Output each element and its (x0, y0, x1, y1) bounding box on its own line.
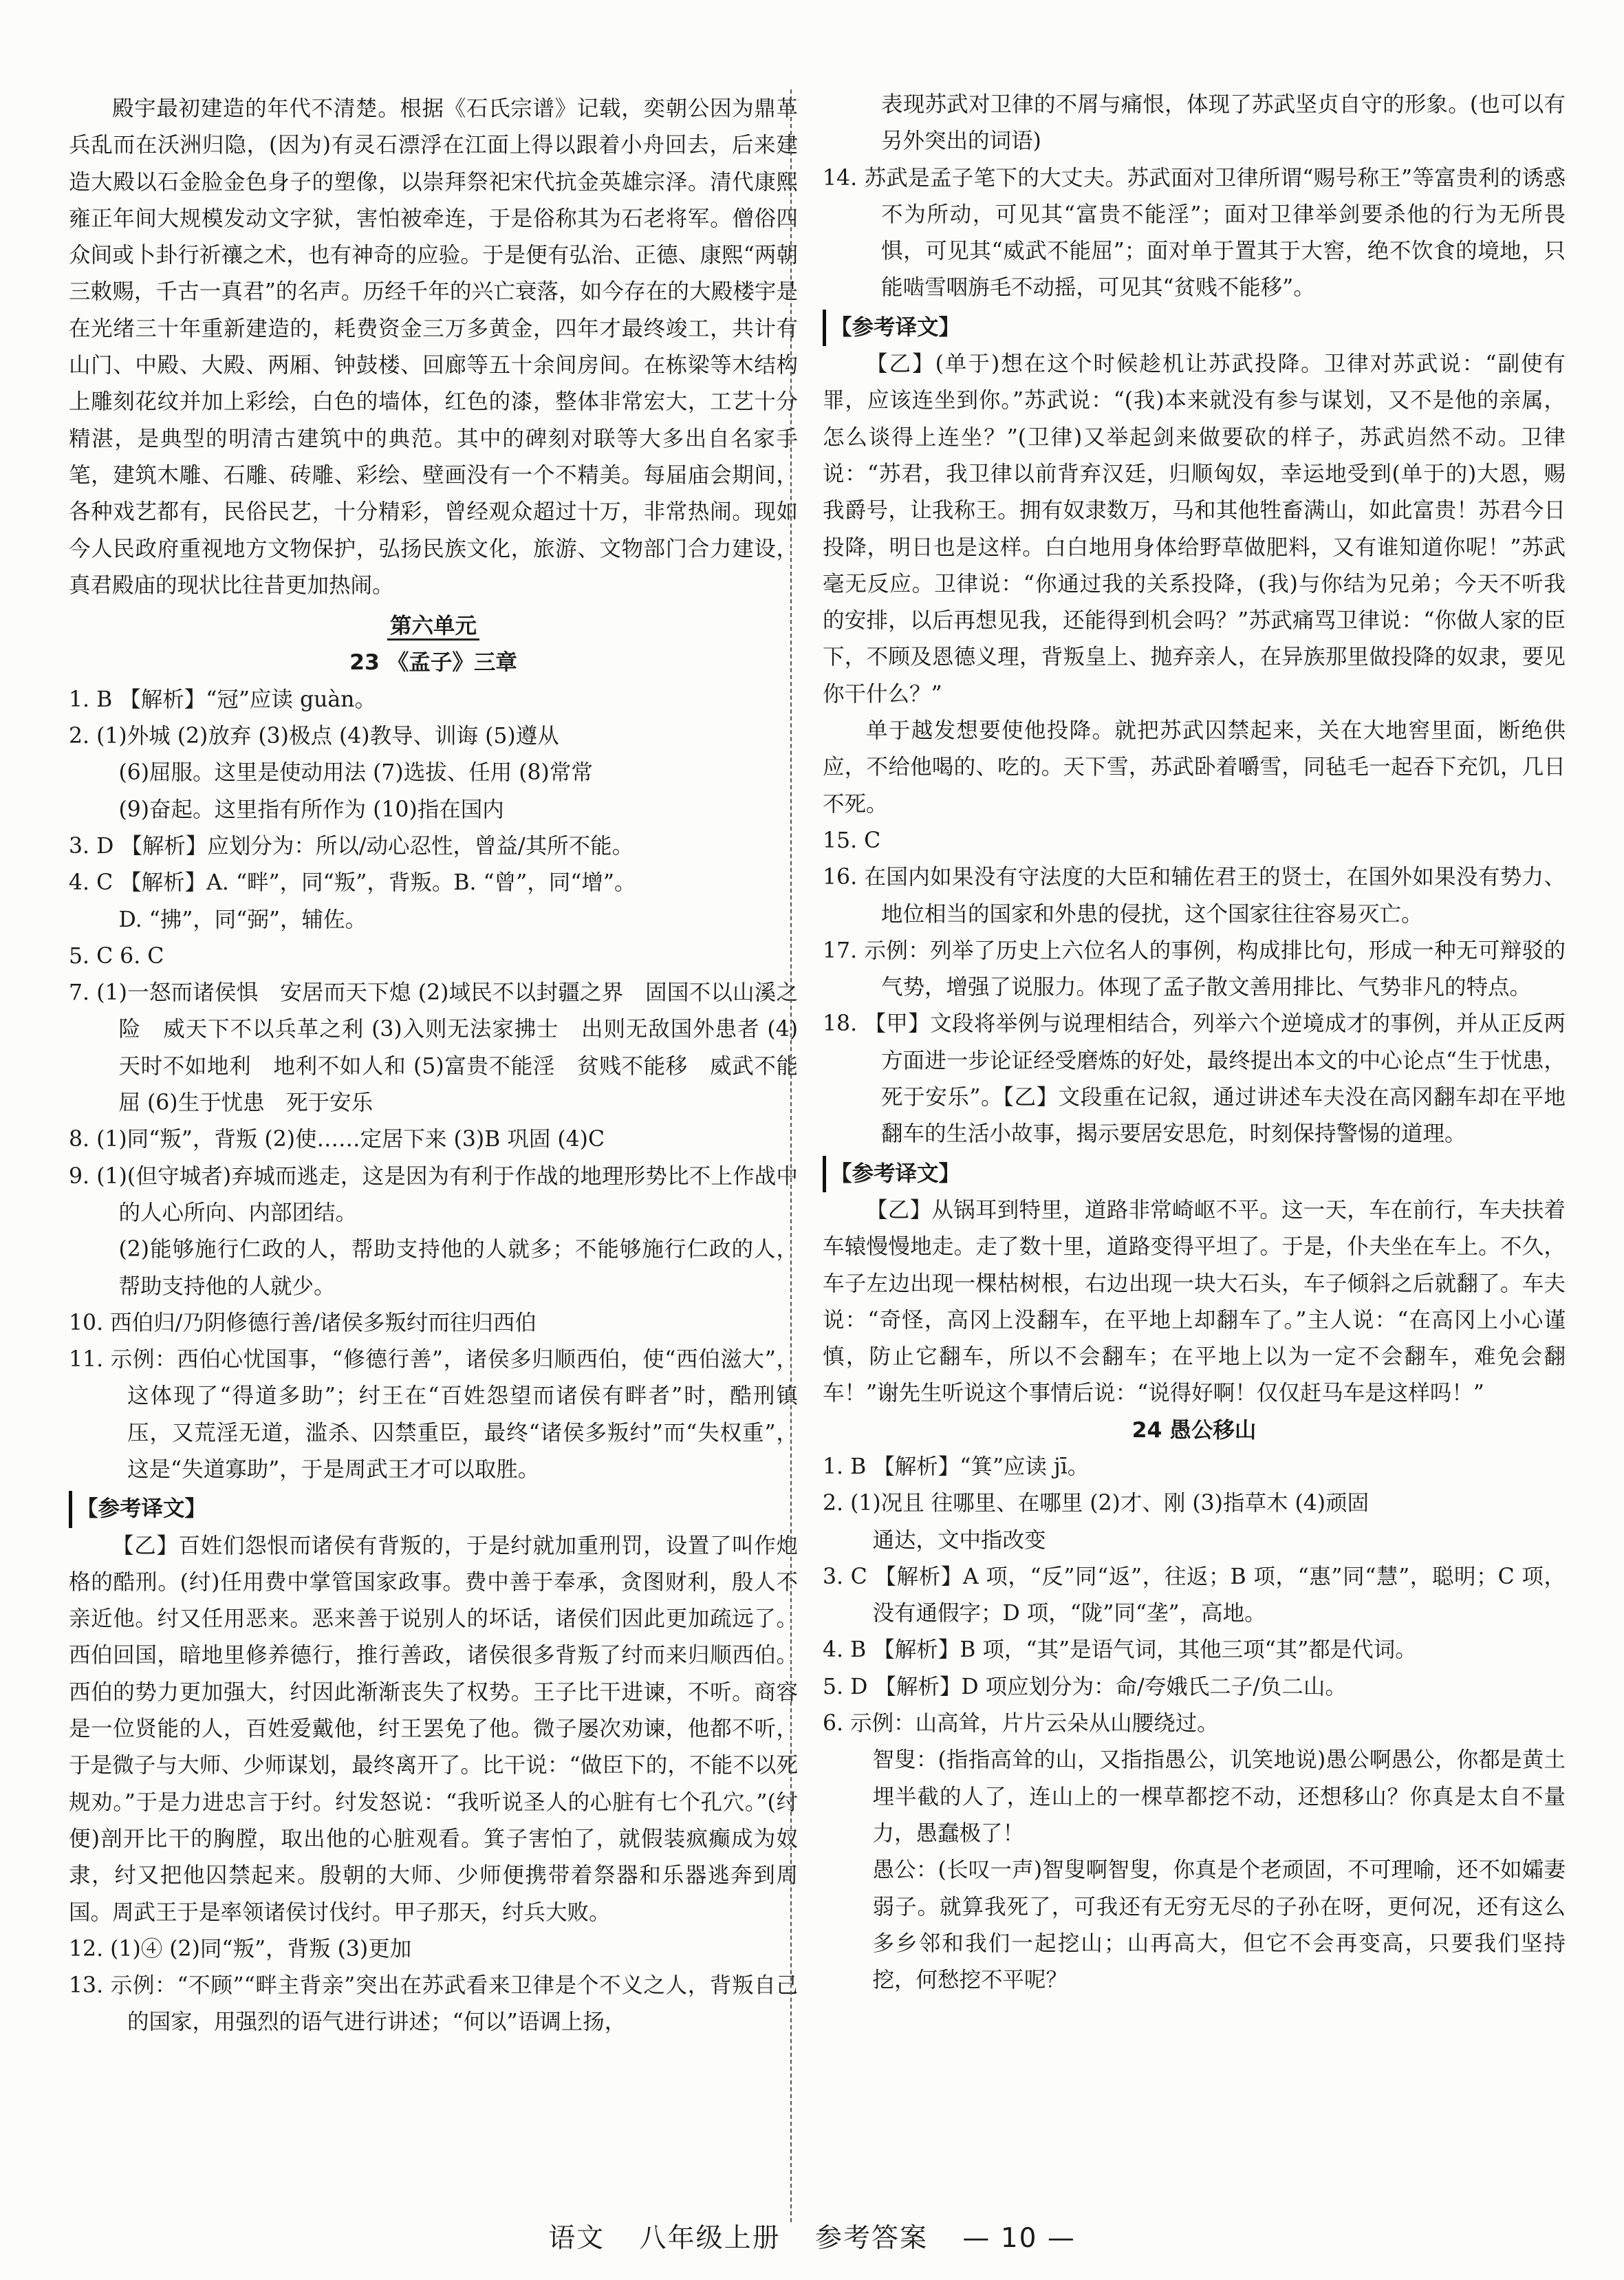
unit-title (69, 608, 798, 645)
answer-18: 18. 【甲】文段将举例与说理相结合，列举六个逆境成才的事例，并从正反两方面进一步论证经受磨炼的好处，最终提出本文的中心论点“生于忧患，死于安乐”。【乙】文段重在记叙，通过讲述车夫没在高冈翻车却在平地翻车的生活小故事，揭示要居安思危，时刻保持警惕的道理。 (823, 1011, 1566, 1147)
translation-paragraph: 【乙】(单于)想在这个时候趁机让苏武投降。卫律对苏武说：“副使有罪，应该连坐到你。”苏武说：“(我)本来就没有参与谋划，又不是他的亲属，怎么谈得上连坐？”(卫律)又举起剑来做要砍的样子，苏武岿然不动。卫律说：“苏君，我卫律以前背弃汉廷，归顺匈奴，幸运地受到(单于的)大恩，赐我爵号，让我称王。拥有奴隶数万，马和其他牲畜满山，如此富贵！苏君今日投降，明日也是这样。白白地用身体给野草做肥料，又有谁知道你呢！”苏武毫无反应。卫律说：“你通过我的关系投降，(我)与你结为兄弟；今天不听我的安排，以后再想见我，还能得到机会吗？”苏武痛骂卫律说：“你做人家的臣下，不顾及恩德义理，背叛皇上、抛弃亲人，在异族那里做投降的奴隶，要见你干什么？” (823, 352, 1566, 707)
answer-3: 3. C 【解析】A 项，“反”同“返”，往返；B 项，“惠”同“慧”，聪明；C 项，没有通假字；D 项，“陇”同“垄”，高地。 (823, 1564, 1566, 1626)
answer-1: 1. B 【解析】“冠”应读 guàn。 (69, 687, 376, 712)
answer-9-part-1: 9. (1)(但守城者)弃城而逃走，这是因为有利于作战的地理形势比不上作战中的人心所向、内部团结。 (69, 1163, 798, 1225)
answer-5-6: 5. C 6. C (69, 943, 164, 969)
lesson-23-title: 23 《孟子》三章 (349, 650, 517, 676)
answer-16: 16. 在国内如果没有守法度的大臣和辅佐君王的贤士，在国外如果没有势力、地位相当的国家和外患的侵扰，这个国家往往容易灭亡。 (823, 865, 1566, 927)
answer-9-part-2: (2)能够施行仁政的人，帮助支持他的人就多；不能够施行仁政的人，帮助支持他的人就少。 (118, 1237, 798, 1299)
answer-2-line-2: 通达，文中指改变 (872, 1527, 1046, 1553)
answer-3: 3. D 【解析】应划分为：所以/动心忍性，曾益/其所不能。 (69, 833, 634, 859)
answer-6-yugong-dialogue: 愚公：(长叹一声)智叟啊智叟，你真是个老顽固，不可理喻，还不如孀妻弱子。就算我死了，可我还有无穷无尽的子孙在呀，更何况，还有这么多乡邻和我们一起挖山；山再高大，但它不会再变高，只要我们坚持挖，何愁挖不平呢？ (872, 1858, 1566, 1993)
reference-translation-label: 【参考译文】 (69, 1488, 798, 1527)
footer-subject: 语文 (548, 2223, 605, 2254)
answer-6-zhisou-dialogue: 智叟：(指指高耸的山，又指指愚公，讥笑地说)愚公啊愚公，你都是黄土埋半截的人了，连山上的一棵草都挖不动，还想移山？你真是太自不量力，愚蠢极了！ (872, 1747, 1566, 1846)
answer-2-line-1: 2. (1)外城 (2)放弃 (3)极点 (4)教导、训诲 (5)遵从 (69, 724, 559, 749)
answer-2-line-2: (6)屈服。这里是使动用法 (7)选拔、任用 (8)常常 (118, 760, 593, 786)
column-divider (790, 89, 792, 2222)
answer-14: 14. 苏武是孟子笔下的大丈夫。苏武面对卫律所谓“赐号称王”等富贵利的诱惑不为所动，可见其“富贵不能淫”；面对卫律举剑要杀他的行为无所畏惧，可见其“威武不能屈”；面对单于置其于大窖，绝不饮食的境地，只能啮雪咽旃毛不动摇，可见其“贫贱不能移”。 (823, 165, 1566, 301)
footer-grade: 八年级上册 (639, 2223, 781, 2254)
answer-13: 13. 示例：“不顾”“畔主背亲”突出在苏武看来卫律是个不义之人，背叛自己的国家，用强烈的语气进行讲述；“何以”语调上扬， (69, 1973, 798, 2035)
translation-continued-paragraph: 殿宇最初建造的年代不清楚。根据《石氏宗谱》记载，奕朝公因为鼎革兵乱而在沃洲归隐，(因为)有灵石漂浮在江面上得以跟着小舟回去，后来建造大殿以石金脸金色身子的塑像，以崇拜祭祀宋代抗金英雄宗泽。清代康熙雍正年间大规模发动文字狱，害怕被牵连，于是俗称其为石老将军。僧俗四众间或卜卦行祈禳之术，也有神奇的应验。于是便有弘治、正德、康熙“两朝三敕赐，千古一真君”的名声。历经千年的兴亡衰落，如今存在的大殿楼宇是在光绪三十年重新建造的，耗费资金三万多黄金，四年才最终竣工，共计有山门、中殿、大殿、两厢、钟鼓楼、回廊等五十余间房间。在栋梁等木结构上雕刻花纹并加上彩绘，白色的墙体，红色的漆，整体非常宏大，工艺十分精湛，是典型的明清古建筑中的典范。其中的碑刻对联等大多出自名家手笔，建筑木雕、石雕、砖雕、彩绘、壁画没有一个不精美。每届庙会期间，各种戏艺都有，民俗民艺，十分精彩，曾经观众超过十万，非常热闹。现如今人民政府重视地方文物保护，弘扬民族文化，旅游、文物部门合力建设，真君殿庙的现状比往昔更加热闹。 (69, 96, 798, 598)
reference-translation-label: 【参考译文】 (823, 1153, 1566, 1192)
answer-4-line-1: 4. C 【解析】A. “畔”，同“叛”，背叛。B. “曾”，同“增”。 (69, 870, 636, 896)
answer-8: 8. (1)同“叛”，背叛 (2)使……定居下来 (3)B 巩固 (4)C (69, 1127, 605, 1152)
left-column (69, 91, 798, 2041)
page-footer (0, 2217, 1624, 2255)
unit-title-text: 第六单元 (387, 614, 479, 641)
answer-2-line-1: 2. (1)况且 往哪里、在哪里 (2)才、刚 (3)指草木 (4)顽固 (823, 1491, 1369, 1516)
translation-paragraph: 【乙】从锅耳到特里，道路非常崎岖不平。这一天，车在前行，车夫扶着车辕慢慢地走。走了数十里，道路变得平坦了。于是，仆夫坐在车上。不久，车子左边出现一棵枯树根，右边出现一块大石头，车子倾斜之后就翻了。车夫说：“奇怪，高冈上没翻车，在平地上却翻车了。”主人说：“在高冈上小心谨慎，防止它翻车，所以不会翻车；在平地上以为一定不会翻车，难免会翻车！”谢先生听说这个事情后说：“说得好啊！仅仅赶马车是这样吗！” (823, 1197, 1566, 1406)
answer-15: 15. C (823, 828, 881, 853)
answer-4-line-2: D. “拂”，同“弼”，辅佐。 (118, 907, 367, 932)
answer-17: 17. 示例：列举了历史上六位名人的事例，构成排比句，形成一种无可辩驳的气势，增强了说服力。体现了孟子散文善用排比、气势非凡的特点。 (823, 938, 1566, 1000)
answer-4: 4. B 【解析】B 项，“其”是语气词，其他三项“其”都是代词。 (823, 1637, 1417, 1663)
right-column (823, 87, 1566, 1999)
reference-translation-label: 【参考译文】 (823, 307, 1566, 346)
answer-10: 10. 西伯归/乃阴修德行善/诸侯多叛纣而往归西伯 (69, 1310, 537, 1335)
lesson-24-title: 24 愚公移山 (1132, 1417, 1257, 1443)
page-number: — 10 — (962, 2223, 1076, 2254)
answer-6-line-1: 6. 示例：山高耸，片片云朵从山腰绕过。 (823, 1711, 1219, 1736)
answer-1: 1. B 【解析】“箕”应读 jī。 (823, 1454, 1090, 1479)
answer-13-continued: 表现苏武对卫律的不屑与痛恨，体现了苏武坚贞自守的形象。(也可以有另外突出的词语) (881, 92, 1566, 154)
translation-paragraph: 单于越发想要使他投降。就把苏武囚禁起来，关在大地窖里面，断绝供应，不给他喝的、吃的。天下雪，苏武卧着嚼雪，同毡毛一起吞下充饥，几日不死。 (823, 718, 1566, 817)
translation-paragraph: 【乙】百姓们怨恨而诸侯有背叛的，于是纣就加重刑罚，设置了叫作炮格的酷刑。(纣)任用费中掌管国家政事。费中善于奉承，贪图财利，殷人不亲近他。纣又任用恶来。恶来善于说别人的坏话，诸侯们因此更加疏远了。西伯回国，暗地里修养德行，推行善政，诸侯很多背叛了纣而来归顺西伯。西伯的势力更加强大，纣因此渐渐丧失了权势。王子比干进谏，不听。商容是一位贤能的人，百姓爱戴他，纣王罢免了他。微子屡次劝谏，他都不听，于是微子与大师、少师谋划，最终离开了。比干说：“做臣下的，不能不以死规劝。”于是力进忠言于纣。纣发怒说：“我听说圣人的心脏有七个孔穴。”(纣便)剖开比干的胸膛，取出他的心脏观看。箕子害怕了，就假装疯癫成为奴隶，纣又把他囚禁起来。殷朝的大师、少师便携带着祭器和乐器逃奔到周国。周武王于是率领诸侯讨伐纣。甲子那天，纣兵大败。 (69, 1533, 798, 1925)
footer-section: 参考答案 (815, 2223, 929, 2254)
answer-7: 7. (1)一怒而诸侯惧 安居而天下熄 (2)域民不以封疆之界 固国不以山溪之险 威天下不以兵革之利 (3)入则无法家拂士 出则无敌国外患者 (4)天时不如地利 地利不如人和 (5)富贵不能淫 贫贱不能移 威武不能屈 (6)生于忧患 死于安乐 (69, 980, 798, 1116)
answer-12: 12. (1)④ (2)同“叛”，背叛 (3)更加 (69, 1936, 412, 1961)
answer-2-line-3: (9)奋起。这里指有所作为 (10)指在国内 (118, 797, 504, 822)
answer-5: 5. D 【解析】D 项应划分为：命/夸娥氏二子/负二山。 (823, 1674, 1347, 1699)
answer-11: 11. 示例：西伯心忧国事，“修德行善”，诸侯多归顺西伯，使“西伯滋大”，这体现了“得道多助”；纣王在“百姓怨望而诸侯有畔者”时，酷刑镇压，又荒淫无道，滥杀、囚禁重臣，最终“诸侯多叛纣”而“失权重”，这是“失道寡助”，于是周武王才可以取胜。 (69, 1347, 798, 1482)
